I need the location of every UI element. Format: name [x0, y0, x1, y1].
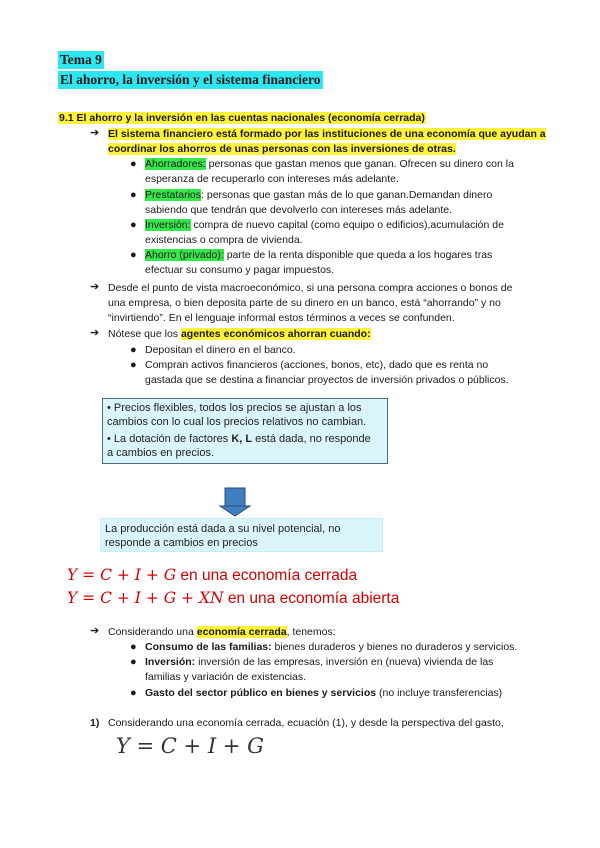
list-item: ● Depositan el dinero en el banco.	[130, 344, 296, 356]
bullet-icon: ●	[130, 641, 137, 653]
item-number: 1)	[90, 717, 100, 729]
list-item: ● Inversión: inversión de las empresas, inversión en (nueva) vivienda de las familias y variación de existencias.	[130, 656, 494, 684]
arrow-bullet-icon: ➔	[90, 281, 100, 293]
arrow-bullet-icon: ➔	[90, 327, 100, 339]
agents-save-when: Nótese que los agentes económicos ahorran cuando:	[108, 328, 371, 340]
list-item: ● Ahorro (privado): parte de la renta disponible que queda a los hogares tras efectuar su consumo y pagar impuestos.	[130, 249, 493, 277]
closed-economy-equation: Y = C + I + G en una economía cerrada	[67, 566, 358, 584]
bullet-icon: ●	[130, 249, 137, 261]
list-item: ● Ahorradores: personas que gastan menos que ganan. Ofrecen su dinero con la esperanza de recuperarlo con intereses más adelante.	[130, 158, 514, 186]
spending-equation: Y = C + I + G	[116, 734, 264, 758]
components-list	[130, 640, 550, 701]
financial-system-definition: El sistema financiero está formado por las instituciones de una economía que ayudan a coordinar los ahorros de unas personas con las inversiones de otras.	[108, 128, 546, 156]
term-ahorro-privado: Ahorro (privado):	[145, 249, 224, 261]
bullet-icon: ●	[130, 687, 137, 699]
closed-economy-intro: Considerando una economía cerrada, tenemos:	[108, 626, 336, 638]
definitions-list	[130, 157, 550, 278]
term-prestatarios: Prestatarios	[145, 189, 202, 201]
page-title: El ahorro, la inversión y el sistema financiero	[60, 72, 321, 87]
list-item: ● Gasto del sector público en bienes y servicios (no incluye transferencias)	[130, 687, 503, 699]
production-box: La producción está dada a su nivel potencial, no responde a cambios en precios	[100, 518, 383, 552]
open-economy-equation: Y = C + I + G + XN en una economía abierta	[67, 589, 400, 607]
bullet-icon: ●	[130, 219, 137, 231]
arrow-bullet-icon: ➔	[90, 625, 100, 637]
list-item: ● Compran activos financieros (acciones, bonos, etc), dado que es renta no gastada que se destina a financiar proyectos de inversión privados o públicos.	[130, 359, 509, 387]
numbered-item-text: Considerando una economía cerrada, ecuación (1), y desde la perspectiva del gasto,	[108, 717, 504, 729]
bullet-icon: ●	[130, 344, 137, 356]
save-ways-list	[130, 343, 550, 388]
bullet-icon: ●	[130, 656, 137, 668]
term-inversion: Inversión:	[145, 219, 191, 231]
tema-label: Tema 9	[60, 52, 102, 67]
list-item: ● Inversión: compra de nuevo capital (como equipo o edificios),acumulación de existencias o compra de vivienda.	[130, 219, 504, 247]
list-item: ● Prestatarios: personas que gastan más de lo que ganan.Demandan dinero sabiendo que tendrán que devolverlo con intereses más adelante.	[130, 189, 493, 217]
term-ahorradores: Ahorradores:	[145, 158, 206, 170]
assumptions-box: • Precios flexibles, todos los precios se ajustan a los cambios con lo cual los precios relativos no cambian. • La dotación de factores K, L está dada, no responde a cambios en precios.	[102, 398, 388, 464]
list-item: ● Consumo de las familias: bienes duraderos y bienes no duraderos y servicios.	[130, 641, 518, 653]
section-title: 9.1 El ahorro y la inversión en las cuentas nacionales (economía cerrada)	[59, 112, 425, 124]
down-arrow-icon	[218, 487, 252, 517]
bullet-icon: ●	[130, 189, 137, 201]
macro-viewpoint-paragraph: Desde el punto de vista macroeconómico, si una persona compra acciones o bonos de una empresa, o bien deposita parte de su dinero en un banco, está “ahorrando” y no “invirtiendo”. En el lenguaje informal estos términos a veces se confunden.	[108, 282, 513, 325]
bullet-icon: ●	[130, 158, 137, 170]
arrow-bullet-icon: ➔	[90, 127, 100, 139]
bullet-icon: ●	[130, 359, 137, 371]
